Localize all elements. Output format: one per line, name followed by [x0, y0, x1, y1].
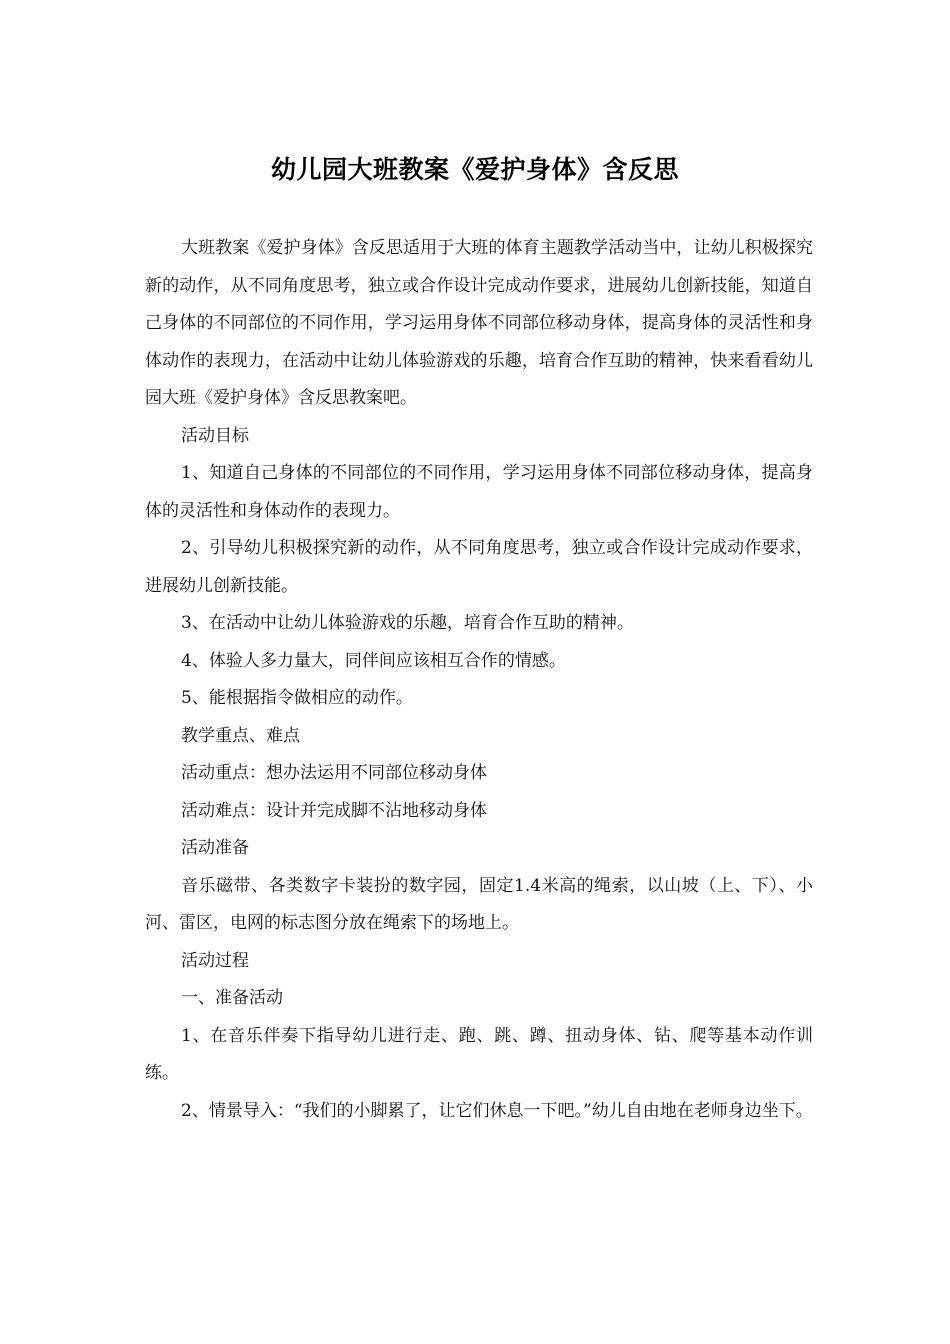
subsection-heading-warmup: 一、准备活动 — [181, 988, 283, 1008]
goal-item-1: 1、知道自己身体的不同部位的不同作用，学习运用身体不同部位移动身体，提高身体的灵活性和身体动作的表现力。 — [145, 463, 813, 521]
key-point: 活动重点：想办法运用不同部位移动身体 — [181, 763, 487, 783]
section-heading-key-points: 教学重点、难点 — [181, 725, 300, 746]
document-title: 幼儿园大班教案《爱护身体》含反思 — [270, 155, 679, 184]
section-heading-preparation: 活动准备 — [181, 838, 249, 858]
intro-paragraph: 大班教案《爱护身体》含反思适用于大班的体育主题教学活动当中，让幼儿积极探究新的动作，从不同角度思考，独立或合作设计完成动作要求，进展幼儿创新技能，知道自己身体的不同部位的不同作用，学习运用身体不同部位移动身体，提高身体的灵活性和身体动作的表现力，在活动中让幼儿体验游戏的乐趣，培育合作互助的精神，快来看看幼儿园大班《爱护身体》含反思教案吧。 — [145, 238, 813, 408]
preparation-paragraph: 音乐磁带、各类数字卡装扮的数字园，固定1.4米高的绳索，以山坡（上、下）、小河、雷区，电网的标志图分放在绳索下的场地上。 — [145, 875, 813, 933]
goal-item-2: 2、引导幼儿积极探究新的动作，从不同角度思考，独立或合作设计完成动作要求，进展幼儿创新技能。 — [145, 538, 813, 596]
process-step-1: 1、在音乐伴奏下指导幼儿进行走、跑、跳、蹲、扭动身体、钻、爬等基本动作训练。 — [145, 1025, 813, 1083]
goal-item-3: 3、在活动中让幼儿体验游戏的乐趣，培育合作互助的精神。 — [181, 613, 634, 633]
goal-item-4: 4、体验人多力量大，同伴间应该相互合作的情感。 — [181, 650, 566, 671]
section-heading-goals: 活动目标 — [181, 425, 249, 446]
difficult-point: 活动难点：设计并完成脚不沾地移动身体 — [181, 800, 487, 821]
section-heading-process: 活动过程 — [181, 950, 249, 971]
document-body — [145, 230, 813, 1130]
goal-item-5: 5、能根据指令做相应的动作。 — [181, 688, 413, 708]
process-step-2: 2、情景导入：“我们的小脚累了，让它们休息一下吧。”幼儿自由地在老师身边坐下。 — [181, 1100, 813, 1121]
